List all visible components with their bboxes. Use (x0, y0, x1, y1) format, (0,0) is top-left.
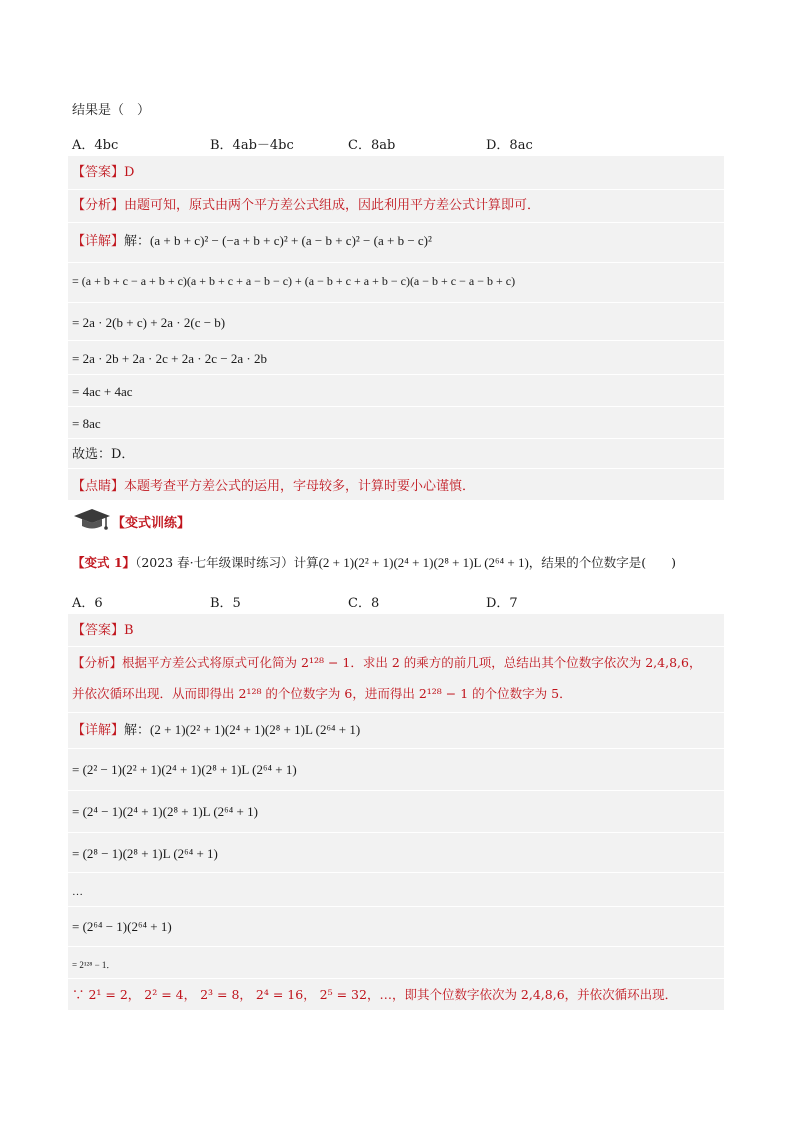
detail-step-3: = 2a · 2b + 2a · 2c + 2a · 2c − 2a · 2b (72, 351, 268, 366)
q2-option-b: B．5 (210, 596, 241, 611)
comment-line (72, 478, 475, 496)
question-2-expr: (2 + 1)(2² + 1)(2⁴ + 1)(2⁸ + 1)L (2⁶⁴ + 1) (318, 555, 529, 570)
q2-analysis-tag: 【分析】 (72, 655, 123, 670)
detail-lead: 解： (124, 234, 151, 249)
q2-answer-tag: 【答案】 (72, 623, 125, 638)
graduation-cap-icon (72, 507, 112, 533)
answer-tag: 【答案】 (72, 165, 125, 180)
analysis-line (72, 197, 540, 215)
q2-detail-step-2: = (2⁴ − 1)(2⁴ + 1)(2⁸ + 1)L (2⁶⁴ + 1) (72, 804, 258, 819)
conclusion-line: 故选：D． (72, 447, 135, 462)
analysis-tag: 【分析】 (72, 198, 125, 213)
question-2-stem (72, 554, 676, 572)
question-2-source: （2023 春·七年级课时练习） (135, 555, 294, 570)
analysis-text: 由题可知，原式由两个平方差公式组成，因此利用平方差公式计算即可． (124, 198, 541, 213)
detail-step-4: = 4ac + 4ac (72, 384, 133, 399)
q2-detail-line (72, 721, 360, 740)
q2-detail-lead: 解： (124, 723, 151, 738)
q2-detail-step-0: (2 + 1)(2² + 1)(2⁴ + 1)(2⁸ + 1)L (2⁶⁴ + 1) (150, 722, 361, 737)
q2-analysis-line-1 (72, 654, 701, 672)
q2-analysis-text-1: 根据平方差公式将原式可化简为 2¹²⁸ − 1．求出 2 的乘方的前几项，总结出其个位数字依次为 2,4,8,6， (122, 655, 702, 670)
q2-option-c: C．8 (348, 596, 380, 611)
q2-last-line: ∵ 2¹ = 2， 2² = 4， 2³ = 8， 2⁴ = 16， 2⁵ = 32，…，即其个位数字依次为 2,4,8,6，并依次循环出现． (72, 987, 678, 1002)
detail-step-1: = (a + b + c − a + b + c)(a + b + c + a − b − c) + (a − b + c + a + b − c)(a − b + c − a − b + c) (72, 274, 516, 288)
detail-step-2: = 2a · 2(b + c) + 2a · 2(c − b) (72, 315, 226, 330)
comment-tag: 【点睛】 (72, 479, 125, 494)
option-a: A．4bc (72, 138, 119, 153)
q2-detail-step-1: = (2² − 1)(2² + 1)(2⁴ + 1)(2⁸ + 1)L (2⁶⁴ + 1) (72, 762, 297, 777)
q2-detail-step-4: … (72, 886, 83, 898)
q2-analysis-line-2: 并依次循环出现．从而即得出 2¹²⁸ 的个位数字为 6，进而得出 2¹²⁸ − 1 的个位数字为 5． (72, 686, 572, 701)
option-d: D．8ac (486, 138, 533, 153)
section-title: 【变式训练】 (112, 516, 191, 531)
question-2-tag: 【变式 1】 (72, 555, 136, 570)
q2-detail-step-5: = (2⁶⁴ − 1)(2⁶⁴ + 1) (72, 919, 172, 934)
question-2-stem-pre: 计算 (293, 555, 319, 570)
detail-tag: 【详解】 (72, 234, 125, 249)
option-b: B．4ab－4bc (210, 138, 294, 153)
q2-detail-step-3: = (2⁸ − 1)(2⁸ + 1)L (2⁶⁴ + 1) (72, 846, 218, 861)
q2-detail-step-6: = 2¹²⁸ − 1． (72, 960, 116, 970)
q2-answer-value: B (124, 623, 134, 638)
detail-line (72, 232, 432, 251)
option-c: C．8ab (348, 138, 396, 153)
detail-step-0: (a + b + c)² − (−a + b + c)² + (a − b + c)² − (a + b − c)² (150, 233, 432, 248)
q2-option-a: A．6 (72, 596, 103, 611)
q2-answer-line (72, 622, 134, 640)
question-2-stem-post: ，结果的个位数字是( ) (528, 555, 677, 570)
detail-step-5: = 8ac (72, 416, 101, 431)
answer-line (72, 164, 134, 182)
q2-option-d: D．7 (486, 596, 518, 611)
question-stem-tail: 结果是（ ） (72, 103, 151, 118)
q2-detail-tag: 【详解】 (72, 723, 125, 738)
answer-value: D (124, 165, 135, 180)
comment-text: 本题考查平方差公式的运用，字母较多，计算时要小心谨慎． (124, 479, 476, 494)
